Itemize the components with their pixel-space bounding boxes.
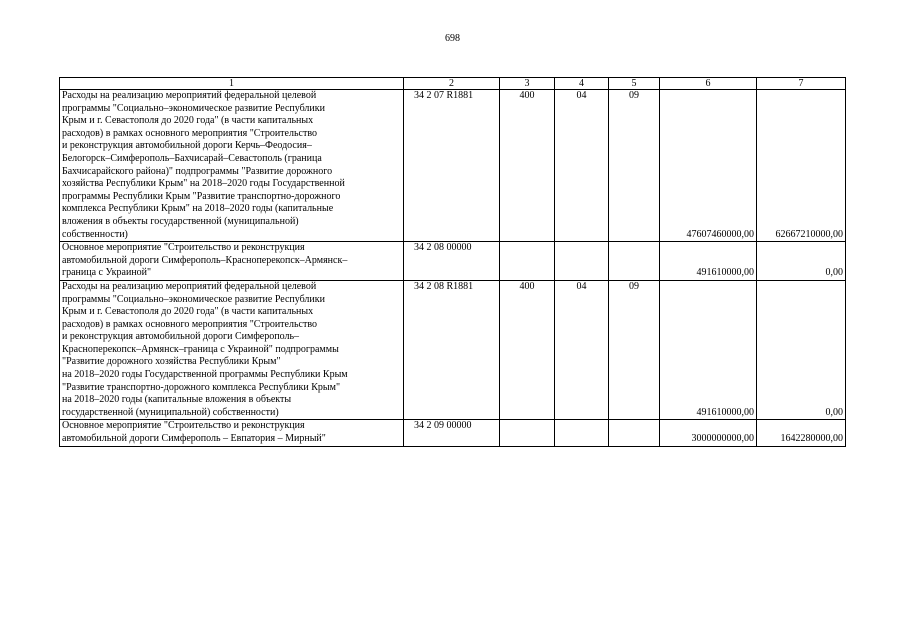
row-amount-2019: 47607460000,00: [660, 90, 757, 242]
row-section-code: 04: [555, 90, 609, 242]
row-section-code: [555, 242, 609, 281]
row-type-code: [500, 420, 555, 446]
row-description: Основное мероприятие "Строительство и реконструкция автомобильной дороги Симферополь–Красноперекопск–Армянск– граница с Украиной": [60, 242, 404, 281]
row-subsection-code: 09: [609, 280, 660, 420]
row-subsection-code: [609, 420, 660, 446]
row-code: 34 2 09 00000: [404, 420, 500, 446]
row-description: Основное мероприятие "Строительство и реконструкция автомобильной дороги Симферополь – Евпатория – Мирный": [60, 420, 404, 446]
row-type-code: 400: [500, 280, 555, 420]
table-row: [60, 90, 846, 242]
table-row: [60, 242, 846, 281]
column-number-row: [60, 78, 846, 90]
row-amount-2020: 62667210000,00: [757, 90, 846, 242]
table-row: [60, 280, 846, 420]
table-row: [60, 420, 846, 446]
page-number: 698: [445, 33, 460, 44]
row-amount-2020: 1642280000,00: [757, 420, 846, 446]
column-header: 7: [757, 78, 846, 90]
row-amount-2020: 0,00: [757, 280, 846, 420]
column-header: 4: [555, 78, 609, 90]
column-header: 2: [404, 78, 500, 90]
row-subsection-code: 09: [609, 90, 660, 242]
row-type-code: [500, 242, 555, 281]
row-section-code: [555, 420, 609, 446]
row-code: 34 2 08 R1881: [404, 280, 500, 420]
row-code: 34 2 08 00000: [404, 242, 500, 281]
row-type-code: 400: [500, 90, 555, 242]
row-amount-2019: 3000000000,00: [660, 420, 757, 446]
column-header: 1: [60, 78, 404, 90]
column-header: 5: [609, 78, 660, 90]
row-section-code: 04: [555, 280, 609, 420]
row-amount-2020: 0,00: [757, 242, 846, 281]
row-description: Расходы на реализацию мероприятий федеральной целевой программы "Социально–экономическое развитие Республики Крым и г. Севастополя до 2020 года" (в части капитальных расходов) в рамках основного мероприятия "Строительство и реконструкция автомобильной дороги Керчь–Феодосия– Белогорск–Симферополь–Бахчисарай–Севастополь (граница Бахчисарайского района)" подпрограммы "Развитие дорожного хозяйства Республики Крым" на 2018–2020 годы Государственной программы Республики Крым "Развитие транспортно-дорожного комплекса Республики Крым" на 2018–2020 годы (капитальные вложения в объекты государственной (муниципальной) собственности): [60, 90, 404, 242]
row-amount-2019: 491610000,00: [660, 242, 757, 281]
column-header: 6: [660, 78, 757, 90]
budget-table: [59, 77, 846, 447]
column-header: 3: [500, 78, 555, 90]
row-code: 34 2 07 R1881: [404, 90, 500, 242]
row-amount-2019: 491610000,00: [660, 280, 757, 420]
row-description: Расходы на реализацию мероприятий федеральной целевой программы "Социально–экономическое развитие Республики Крым и г. Севастополя до 2020 года" (в части капитальных расходов) в рамках основного мероприятия "Строительство и реконструкция автомобильной дороги Симферополь– Красноперекопск–Армянск–граница с Украиной" подпрограммы "Развитие дорожного хозяйства Республики Крым" на 2018–2020 годы Государственной программы Республики Крым "Развитие транспортно-дорожного комплекса Республики Крым" на 2018–2020 годы (капитальные вложения в объекты государственной (муниципальной) собственности): [60, 280, 404, 420]
row-subsection-code: [609, 242, 660, 281]
